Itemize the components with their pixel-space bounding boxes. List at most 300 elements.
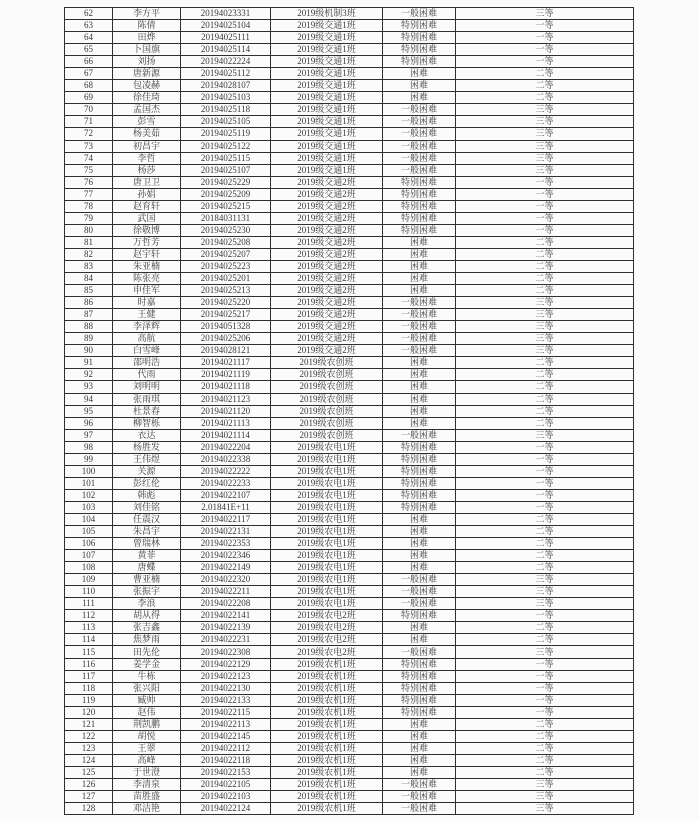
cell-index: 75 xyxy=(65,164,113,176)
cell-class: 2019级交通1班 xyxy=(271,164,383,176)
table-row xyxy=(65,646,634,658)
cell-student-id: 20194025229 xyxy=(181,176,271,188)
cell-class: 2019级农电1班 xyxy=(271,562,383,574)
cell-name: 邵明浩 xyxy=(113,357,181,369)
cell-difficulty: 困难 xyxy=(383,236,456,248)
cell-difficulty: 困难 xyxy=(383,526,456,538)
cell-difficulty: 特别困难 xyxy=(383,56,456,68)
table-row xyxy=(65,369,634,381)
cell-name: 李浪 xyxy=(113,598,181,610)
cell-grade: 二等 xyxy=(456,405,634,417)
cell-name: 高航 xyxy=(113,333,181,345)
cell-name: 柳智栎 xyxy=(113,417,181,429)
cell-name: 杜景春 xyxy=(113,405,181,417)
cell-student-id: 20194022113 xyxy=(181,718,271,730)
table-row xyxy=(65,754,634,766)
cell-index: 82 xyxy=(65,248,113,260)
cell-grade: 一等 xyxy=(456,501,634,513)
cell-student-id: 20194022145 xyxy=(181,730,271,742)
cell-student-id: 20194025230 xyxy=(181,224,271,236)
cell-name: 曾瑞林 xyxy=(113,538,181,550)
cell-difficulty: 一般困难 xyxy=(383,116,456,128)
cell-name: 刘佳铭 xyxy=(113,501,181,513)
cell-class: 2019级交通1班 xyxy=(271,92,383,104)
cell-index: 90 xyxy=(65,345,113,357)
cell-difficulty: 困难 xyxy=(383,248,456,260)
cell-grade: 一等 xyxy=(456,465,634,477)
cell-student-id: 20194022124 xyxy=(181,803,271,815)
table-row xyxy=(65,429,634,441)
cell-grade: 二等 xyxy=(456,622,634,634)
cell-grade: 三等 xyxy=(456,345,634,357)
table-row xyxy=(65,104,634,116)
cell-difficulty: 特别困难 xyxy=(383,694,456,706)
cell-name: 李泽辉 xyxy=(113,321,181,333)
cell-name: 韩彪 xyxy=(113,489,181,501)
cell-difficulty: 困难 xyxy=(383,369,456,381)
cell-student-id: 20194023331 xyxy=(181,8,271,20)
table-row xyxy=(65,333,634,345)
cell-class: 2019级农机1班 xyxy=(271,779,383,791)
cell-index: 109 xyxy=(65,574,113,586)
cell-index: 68 xyxy=(65,80,113,92)
cell-index: 85 xyxy=(65,285,113,297)
table-row xyxy=(65,116,634,128)
cell-student-id: 20194025103 xyxy=(181,92,271,104)
cell-grade: 二等 xyxy=(456,513,634,525)
cell-name: 焦梦雨 xyxy=(113,634,181,646)
cell-student-id: 20194022320 xyxy=(181,574,271,586)
cell-name: 彭红伦 xyxy=(113,477,181,489)
cell-class: 2019级交通1班 xyxy=(271,56,383,68)
cell-index: 110 xyxy=(65,586,113,598)
cell-index: 83 xyxy=(65,260,113,272)
cell-index: 124 xyxy=(65,754,113,766)
cell-student-id: 20194021120 xyxy=(181,405,271,417)
table-row xyxy=(65,44,634,56)
cell-difficulty: 一般困难 xyxy=(383,104,456,116)
cell-student-id: 20194025112 xyxy=(181,68,271,80)
cell-difficulty: 特别困难 xyxy=(383,188,456,200)
cell-class: 2019级交通2班 xyxy=(271,224,383,236)
table-row xyxy=(65,381,634,393)
cell-name: 徐敬博 xyxy=(113,224,181,236)
cell-grade: 一等 xyxy=(456,658,634,670)
cell-difficulty: 一般困难 xyxy=(383,140,456,152)
cell-grade: 二等 xyxy=(456,766,634,778)
cell-index: 114 xyxy=(65,634,113,646)
cell-class: 2019级交通1班 xyxy=(271,104,383,116)
cell-student-id: 20194025209 xyxy=(181,188,271,200)
cell-name: 李方平 xyxy=(113,8,181,20)
cell-grade: 二等 xyxy=(456,273,634,285)
table-row xyxy=(65,140,634,152)
cell-grade: 一等 xyxy=(456,694,634,706)
cell-index: 63 xyxy=(65,20,113,32)
table-row xyxy=(65,610,634,622)
table-row xyxy=(65,658,634,670)
cell-difficulty: 一般困难 xyxy=(383,646,456,658)
cell-name: 徐佳琦 xyxy=(113,92,181,104)
cell-student-id: 20194022338 xyxy=(181,453,271,465)
cell-class: 2019级农电1班 xyxy=(271,550,383,562)
cell-class: 2019级交通1班 xyxy=(271,68,383,80)
cell-grade: 三等 xyxy=(456,128,634,140)
student-table-body xyxy=(65,8,634,815)
cell-difficulty: 困难 xyxy=(383,405,456,417)
cell-class: 2019级交通1班 xyxy=(271,116,383,128)
cell-class: 2019级农电1班 xyxy=(271,574,383,586)
table-row xyxy=(65,164,634,176)
cell-student-id: 20194022117 xyxy=(181,513,271,525)
cell-difficulty: 一般困难 xyxy=(383,164,456,176)
cell-index: 62 xyxy=(65,8,113,20)
cell-index: 102 xyxy=(65,489,113,501)
cell-difficulty: 特别困难 xyxy=(383,453,456,465)
cell-student-id: 20194022224 xyxy=(181,56,271,68)
cell-class: 2019级农创班 xyxy=(271,429,383,441)
cell-class: 2019级交通2班 xyxy=(271,188,383,200)
cell-student-id: 20194025220 xyxy=(181,297,271,309)
cell-student-id: 20194022133 xyxy=(181,694,271,706)
cell-index: 101 xyxy=(65,477,113,489)
cell-student-id: 20194022153 xyxy=(181,766,271,778)
cell-grade: 一等 xyxy=(456,32,634,44)
cell-index: 74 xyxy=(65,152,113,164)
cell-name: 张兴阳 xyxy=(113,682,181,694)
cell-index: 118 xyxy=(65,682,113,694)
cell-name: 田先伦 xyxy=(113,646,181,658)
cell-name: 唐卫卫 xyxy=(113,176,181,188)
cell-grade: 二等 xyxy=(456,357,634,369)
cell-class: 2019级农创班 xyxy=(271,381,383,393)
cell-grade: 三等 xyxy=(456,574,634,586)
table-row xyxy=(65,791,634,803)
cell-class: 2019级农机1班 xyxy=(271,670,383,682)
cell-grade: 三等 xyxy=(456,309,634,321)
cell-grade: 二等 xyxy=(456,718,634,730)
cell-difficulty: 困难 xyxy=(383,754,456,766)
cell-difficulty: 困难 xyxy=(383,393,456,405)
cell-student-id: 20194022233 xyxy=(181,477,271,489)
cell-difficulty: 一般困难 xyxy=(383,8,456,20)
table-row xyxy=(65,670,634,682)
cell-student-id: 20194028107 xyxy=(181,80,271,92)
cell-name: 白雪峰 xyxy=(113,345,181,357)
cell-class: 2019级农创班 xyxy=(271,405,383,417)
cell-difficulty: 特别困难 xyxy=(383,212,456,224)
table-row xyxy=(65,538,634,550)
cell-index: 115 xyxy=(65,646,113,658)
cell-index: 81 xyxy=(65,236,113,248)
cell-difficulty: 困难 xyxy=(383,622,456,634)
cell-index: 79 xyxy=(65,212,113,224)
cell-class: 2019级农电1班 xyxy=(271,586,383,598)
table-row xyxy=(65,212,634,224)
cell-grade: 三等 xyxy=(456,152,634,164)
table-row xyxy=(65,309,634,321)
cell-difficulty: 困难 xyxy=(383,260,456,272)
cell-difficulty: 一般困难 xyxy=(383,309,456,321)
cell-student-id: 20194022107 xyxy=(181,489,271,501)
table-row xyxy=(65,682,634,694)
cell-name: 唐新源 xyxy=(113,68,181,80)
cell-name: 孙娟 xyxy=(113,188,181,200)
table-row xyxy=(65,260,634,272)
cell-difficulty: 特别困难 xyxy=(383,200,456,212)
table-row xyxy=(65,634,634,646)
table-row xyxy=(65,321,634,333)
cell-index: 99 xyxy=(65,453,113,465)
cell-class: 2019级农机1班 xyxy=(271,754,383,766)
cell-student-id: 20194025119 xyxy=(181,128,271,140)
cell-class: 2019级农机1班 xyxy=(271,658,383,670)
cell-student-id: 2.01841E+11 xyxy=(181,501,271,513)
table-row xyxy=(65,236,634,248)
cell-name: 赵宇轩 xyxy=(113,248,181,260)
cell-name: 赵伟 xyxy=(113,706,181,718)
cell-difficulty: 特别困难 xyxy=(383,477,456,489)
cell-difficulty: 一般困难 xyxy=(383,128,456,140)
cell-difficulty: 困难 xyxy=(383,273,456,285)
table-row xyxy=(65,188,634,200)
cell-difficulty: 困难 xyxy=(383,742,456,754)
cell-name: 黄菲 xyxy=(113,550,181,562)
table-row xyxy=(65,80,634,92)
cell-difficulty: 特别困难 xyxy=(383,441,456,453)
cell-student-id: 20194021118 xyxy=(181,381,271,393)
cell-student-id: 20194025207 xyxy=(181,248,271,260)
cell-class: 2019级农电1班 xyxy=(271,513,383,525)
cell-class: 2019级机制3班 xyxy=(271,8,383,20)
cell-grade: 三等 xyxy=(456,164,634,176)
cell-difficulty: 特别困难 xyxy=(383,20,456,32)
cell-grade: 二等 xyxy=(456,381,634,393)
cell-student-id: 20194025122 xyxy=(181,140,271,152)
cell-name: 李哲 xyxy=(113,152,181,164)
cell-difficulty: 特别困难 xyxy=(383,489,456,501)
table-row xyxy=(65,417,634,429)
cell-difficulty: 困难 xyxy=(383,550,456,562)
table-row xyxy=(65,706,634,718)
cell-name: 彭雪 xyxy=(113,116,181,128)
cell-index: 97 xyxy=(65,429,113,441)
cell-name: 姜学金 xyxy=(113,658,181,670)
cell-class: 2019级交通2班 xyxy=(271,285,383,297)
cell-grade: 一等 xyxy=(456,188,634,200)
cell-student-id: 20194022353 xyxy=(181,538,271,550)
cell-difficulty: 一般困难 xyxy=(383,598,456,610)
cell-class: 2019级交通2班 xyxy=(271,297,383,309)
table-row xyxy=(65,742,634,754)
cell-class: 2019级农创班 xyxy=(271,357,383,369)
cell-grade: 二等 xyxy=(456,393,634,405)
cell-index: 105 xyxy=(65,526,113,538)
cell-class: 2019级农机1班 xyxy=(271,682,383,694)
cell-index: 106 xyxy=(65,538,113,550)
table-row xyxy=(65,176,634,188)
cell-difficulty: 困难 xyxy=(383,718,456,730)
cell-grade: 二等 xyxy=(456,248,634,260)
table-row xyxy=(65,224,634,236)
cell-class: 2019级农机1班 xyxy=(271,694,383,706)
cell-name: 邓洁艳 xyxy=(113,803,181,815)
cell-name: 杨胜发 xyxy=(113,441,181,453)
cell-student-id: 20194021117 xyxy=(181,357,271,369)
cell-name: 万哲芳 xyxy=(113,236,181,248)
cell-name: 李清泉 xyxy=(113,779,181,791)
cell-class: 2019级交通2班 xyxy=(271,200,383,212)
cell-name: 孟国杰 xyxy=(113,104,181,116)
cell-index: 94 xyxy=(65,393,113,405)
table-row xyxy=(65,598,634,610)
table-row xyxy=(65,779,634,791)
cell-index: 92 xyxy=(65,369,113,381)
table-row xyxy=(65,453,634,465)
cell-difficulty: 特别困难 xyxy=(383,706,456,718)
cell-class: 2019级农电1班 xyxy=(271,477,383,489)
cell-class: 2019级农电2班 xyxy=(271,634,383,646)
cell-class: 2019级交通2班 xyxy=(271,321,383,333)
table-row xyxy=(65,92,634,104)
cell-class: 2019级交通1班 xyxy=(271,80,383,92)
cell-grade: 一等 xyxy=(456,224,634,236)
table-row xyxy=(65,718,634,730)
cell-class: 2019级农创班 xyxy=(271,393,383,405)
table-row xyxy=(65,357,634,369)
cell-name: 曹亚楠 xyxy=(113,574,181,586)
cell-name: 张吉鑫 xyxy=(113,622,181,634)
cell-index: 78 xyxy=(65,200,113,212)
cell-class: 2019级交通2班 xyxy=(271,273,383,285)
cell-index: 119 xyxy=(65,694,113,706)
cell-difficulty: 一般困难 xyxy=(383,574,456,586)
table-row xyxy=(65,489,634,501)
cell-student-id: 20194025107 xyxy=(181,164,271,176)
table-row xyxy=(65,513,634,525)
table-row xyxy=(65,297,634,309)
cell-student-id: 20194025105 xyxy=(181,116,271,128)
table-row xyxy=(65,694,634,706)
cell-grade: 一等 xyxy=(456,200,634,212)
cell-grade: 二等 xyxy=(456,562,634,574)
cell-index: 73 xyxy=(65,140,113,152)
cell-name: 唐蝶 xyxy=(113,562,181,574)
cell-class: 2019级交通2班 xyxy=(271,309,383,321)
cell-difficulty: 困难 xyxy=(383,68,456,80)
cell-grade: 三等 xyxy=(456,116,634,128)
cell-class: 2019级交通1班 xyxy=(271,140,383,152)
table-row xyxy=(65,766,634,778)
cell-index: 71 xyxy=(65,116,113,128)
cell-difficulty: 一般困难 xyxy=(383,152,456,164)
cell-class: 2019级农机1班 xyxy=(271,742,383,754)
table-row xyxy=(65,393,634,405)
cell-index: 69 xyxy=(65,92,113,104)
cell-name: 荆凯鹏 xyxy=(113,718,181,730)
cell-index: 87 xyxy=(65,309,113,321)
cell-difficulty: 困难 xyxy=(383,357,456,369)
cell-name: 刘扬 xyxy=(113,56,181,68)
cell-name: 武国 xyxy=(113,212,181,224)
cell-student-id: 20194022149 xyxy=(181,562,271,574)
cell-student-id: 20194025223 xyxy=(181,260,271,272)
cell-name: 胡悦 xyxy=(113,730,181,742)
table-row xyxy=(65,32,634,44)
cell-difficulty: 特别困难 xyxy=(383,32,456,44)
cell-grade: 三等 xyxy=(456,297,634,309)
cell-grade: 三等 xyxy=(456,586,634,598)
cell-index: 93 xyxy=(65,381,113,393)
cell-index: 67 xyxy=(65,68,113,80)
cell-name: 杨美茹 xyxy=(113,128,181,140)
cell-difficulty: 困难 xyxy=(383,381,456,393)
cell-student-id: 20194022130 xyxy=(181,682,271,694)
cell-name: 胡从得 xyxy=(113,610,181,622)
table-row xyxy=(65,248,634,260)
cell-student-id: 20194022123 xyxy=(181,670,271,682)
cell-index: 108 xyxy=(65,562,113,574)
cell-index: 70 xyxy=(65,104,113,116)
cell-student-id: 20194025206 xyxy=(181,333,271,345)
cell-name: 高峰 xyxy=(113,754,181,766)
cell-name: 衣达 xyxy=(113,429,181,441)
cell-difficulty: 一般困难 xyxy=(383,345,456,357)
cell-index: 91 xyxy=(65,357,113,369)
table-row xyxy=(65,128,634,140)
cell-difficulty: 特别困难 xyxy=(383,610,456,622)
cell-class: 2019级交通1班 xyxy=(271,44,383,56)
cell-student-id: 20194022211 xyxy=(181,586,271,598)
cell-name: 陈倩 xyxy=(113,20,181,32)
cell-student-id: 20194025208 xyxy=(181,236,271,248)
cell-grade: 二等 xyxy=(456,730,634,742)
cell-difficulty: 一般困难 xyxy=(383,321,456,333)
cell-difficulty: 一般困难 xyxy=(383,803,456,815)
cell-index: 100 xyxy=(65,465,113,477)
cell-grade: 一等 xyxy=(456,453,634,465)
cell-name: 杨莎 xyxy=(113,164,181,176)
cell-grade: 二等 xyxy=(456,236,634,248)
cell-grade: 二等 xyxy=(456,92,634,104)
cell-student-id: 20194021114 xyxy=(181,429,271,441)
cell-student-id: 20194025217 xyxy=(181,309,271,321)
cell-student-id: 20194022129 xyxy=(181,658,271,670)
cell-student-id: 20184031131 xyxy=(181,212,271,224)
cell-class: 2019级农电2班 xyxy=(271,622,383,634)
cell-name: 王翠 xyxy=(113,742,181,754)
cell-grade: 一等 xyxy=(456,682,634,694)
cell-index: 72 xyxy=(65,128,113,140)
cell-student-id: 20194025213 xyxy=(181,285,271,297)
cell-index: 127 xyxy=(65,791,113,803)
cell-student-id: 20194025111 xyxy=(181,32,271,44)
cell-index: 128 xyxy=(65,803,113,815)
cell-grade: 一等 xyxy=(456,44,634,56)
table-row xyxy=(65,285,634,297)
cell-name: 苗胜盛 xyxy=(113,791,181,803)
cell-index: 125 xyxy=(65,766,113,778)
cell-grade: 二等 xyxy=(456,526,634,538)
cell-grade: 二等 xyxy=(456,742,634,754)
cell-difficulty: 特别困难 xyxy=(383,176,456,188)
cell-student-id: 20194022139 xyxy=(181,622,271,634)
cell-student-id: 20194022118 xyxy=(181,754,271,766)
cell-grade: 三等 xyxy=(456,333,634,345)
cell-index: 89 xyxy=(65,333,113,345)
cell-student-id: 20194025118 xyxy=(181,104,271,116)
cell-student-id: 20194025104 xyxy=(181,20,271,32)
